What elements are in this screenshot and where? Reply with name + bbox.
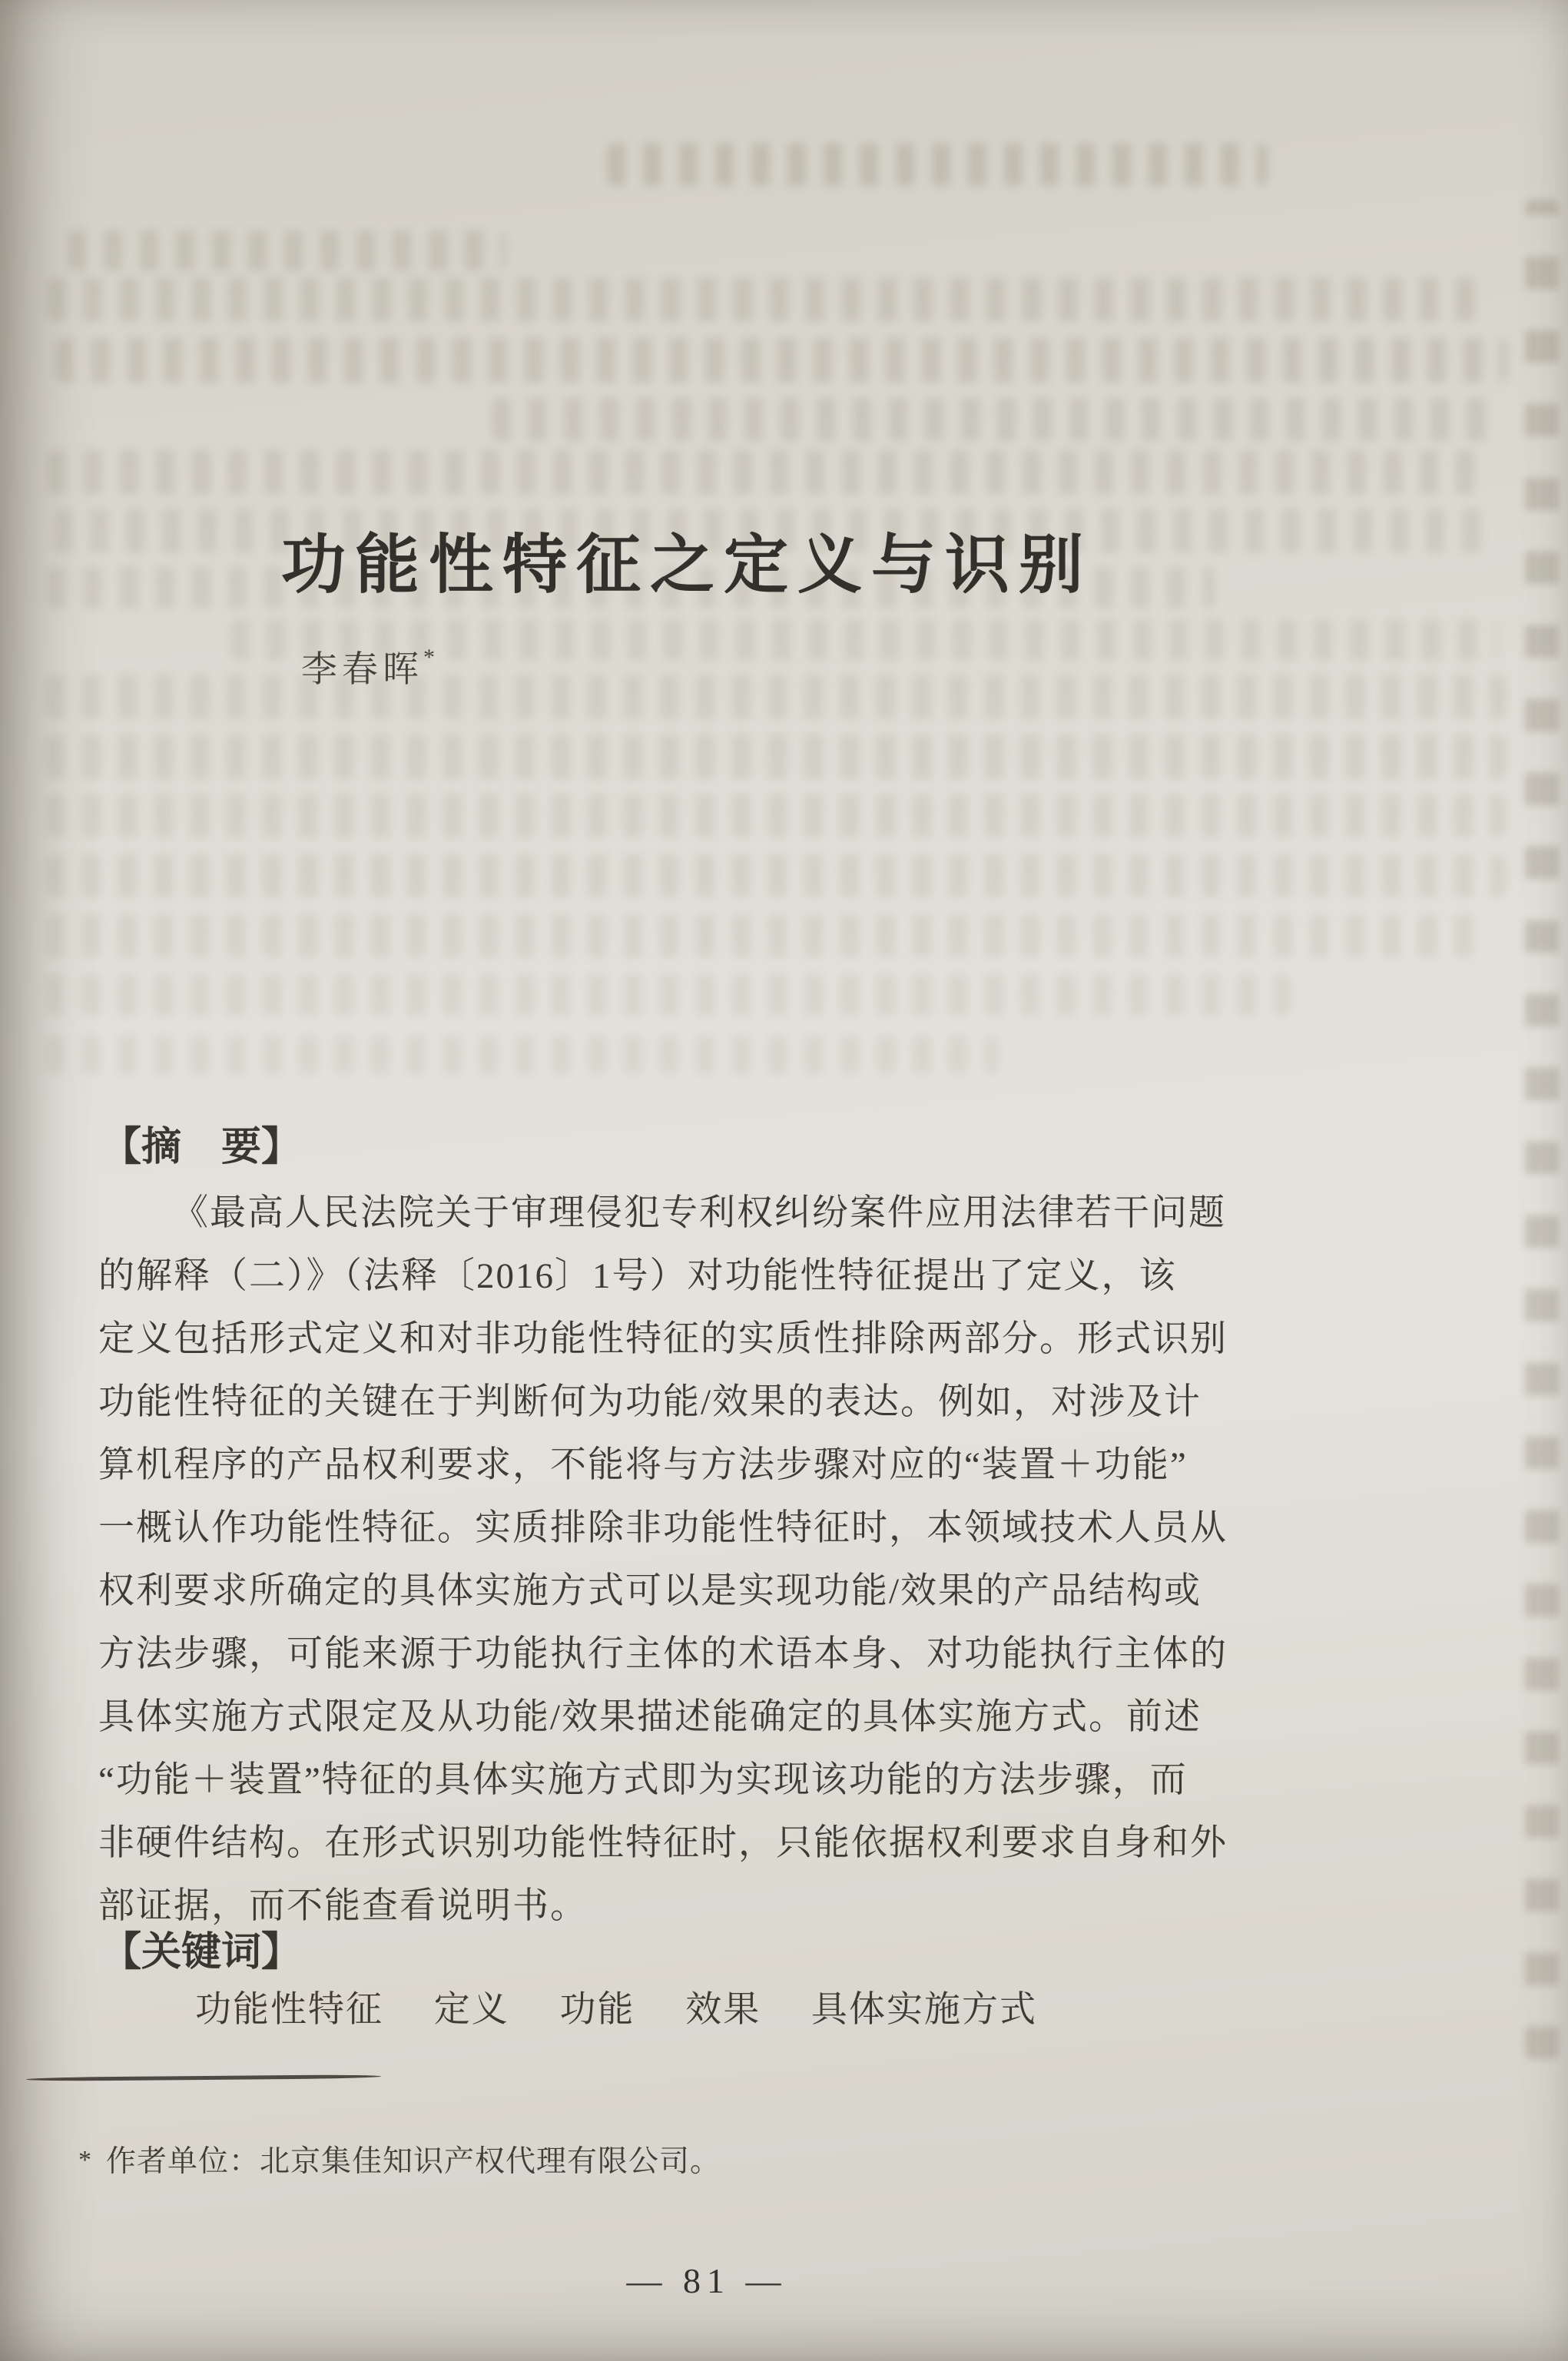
abstract-line: “功能＋装置”特征的具体实施方式即为实现该功能的方法步骤，而 bbox=[98, 1760, 1188, 1800]
footnote-marker: * bbox=[78, 2146, 92, 2174]
abstract-line: 方法步骤，可能来源于功能执行主体的术语本身、对功能执行主体的 bbox=[98, 1634, 1228, 1674]
abstract-heading: 【摘 要】 bbox=[101, 1125, 302, 1169]
keyword-term: 功能性特征 bbox=[195, 1990, 383, 2030]
footnote-divider bbox=[26, 2074, 381, 2081]
keywords-list bbox=[195, 1981, 1037, 2032]
author-name: 李春晖 bbox=[301, 650, 423, 690]
keyword-term: 效果 bbox=[685, 1990, 761, 2030]
bleed-through-line bbox=[46, 675, 1506, 719]
keyword-term: 定义 bbox=[433, 1990, 509, 2030]
author-footnote-marker: * bbox=[423, 645, 435, 670]
abstract-line: 的解释（二）》（法释〔2016〕1号）对功能性特征提出了定义，该 bbox=[98, 1256, 1177, 1296]
article-title: 功能性特征之定义与识别 bbox=[281, 529, 1093, 601]
abstract-line: 权利要求所确定的具体实施方式可以是实现功能/效果的产品结构或 bbox=[98, 1571, 1202, 1611]
bleed-through-line bbox=[48, 278, 1492, 321]
keyword-term: 具体实施方式 bbox=[811, 1990, 1037, 2030]
bleed-through-line bbox=[607, 143, 1268, 186]
bleed-through-line bbox=[46, 794, 1506, 837]
bleed-through-line bbox=[46, 854, 1506, 897]
abstract-line: 一概认作功能性特征。实质排除非功能性特征时，本领域技术人员从 bbox=[98, 1508, 1228, 1548]
bleed-through-line bbox=[46, 734, 1506, 779]
keywords-heading: 【关键词】 bbox=[101, 1930, 302, 1975]
bleed-through-line bbox=[48, 450, 1477, 495]
abstract-line: 《最高人民法院关于审理侵犯专利权纠纷案件应用法律若干问题 bbox=[172, 1193, 1226, 1233]
bleed-through-line bbox=[68, 230, 506, 270]
footnote bbox=[78, 2137, 721, 2180]
bleed-through-edge-marks bbox=[1525, 200, 1559, 2059]
bleed-through-line bbox=[492, 398, 1498, 441]
keyword-term: 功能 bbox=[559, 1990, 635, 2030]
bleed-through-line bbox=[46, 1036, 999, 1074]
abstract-paragraph bbox=[98, 1182, 1481, 1938]
abstract-line: 非硬件结构。在形式识别功能性特征时，只能依据权利要求自身和外 bbox=[98, 1823, 1228, 1863]
bleed-through-line bbox=[46, 914, 1490, 957]
bleed-through-line bbox=[55, 338, 1507, 383]
abstract-line: 部证据，而不能查看说明书。 bbox=[98, 1886, 588, 1926]
bleed-through-line bbox=[46, 974, 1291, 1016]
abstract-line: 定义包括形式定义和对非功能性特征的实质性排除两部分。形式识别 bbox=[98, 1319, 1228, 1359]
footnote-text: 作者单位：北京集佳知识产权代理有限公司。 bbox=[106, 2145, 721, 2178]
abstract-line: 具体实施方式限定及从功能/效果描述能确定的具体实施方式。前述 bbox=[98, 1697, 1202, 1737]
author-line bbox=[301, 641, 435, 692]
abstract-line: 算机程序的产品权利要求，不能将与方法步骤对应的“装置＋功能” bbox=[98, 1445, 1188, 1485]
page-number: — 81 — bbox=[626, 2261, 787, 2300]
abstract-line: 功能性特征的关键在于判断何为功能/效果的表达。例如，对涉及计 bbox=[98, 1382, 1202, 1422]
